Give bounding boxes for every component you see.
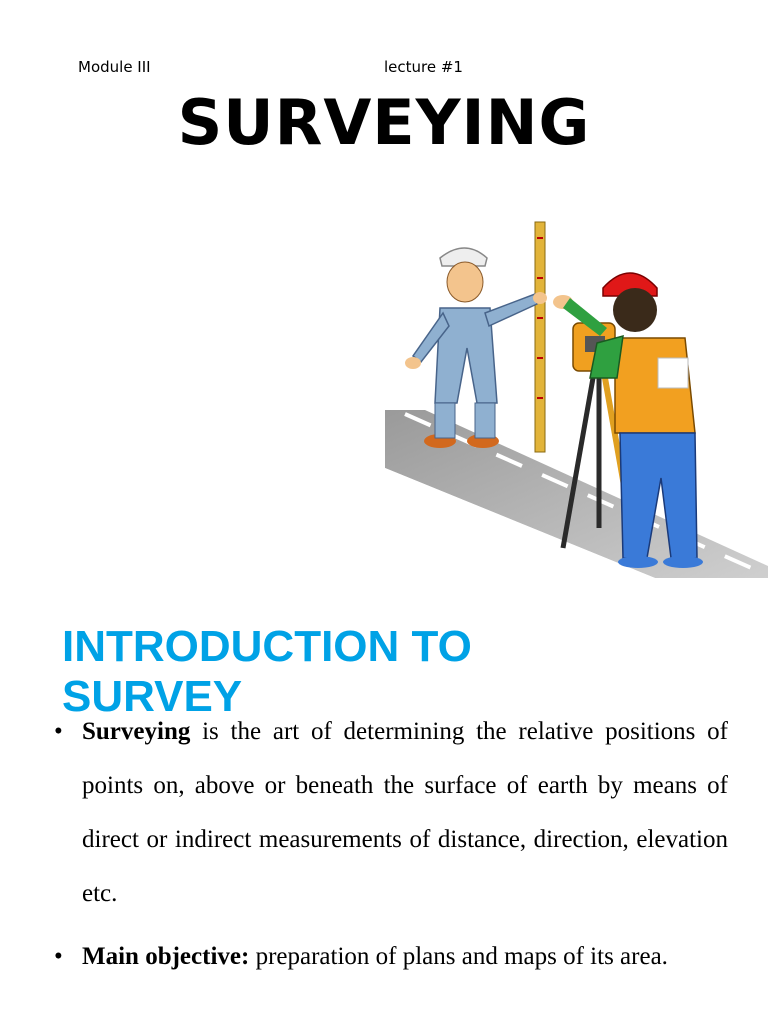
module-label: Module III [78,58,151,76]
lecture-label: lecture #1 [384,58,463,76]
surveyors-cartoon-icon [385,218,768,578]
leveling-staff [535,222,545,452]
section-heading-line1: INTRODUCTION TO [62,622,472,671]
bullet-dot-icon: • [54,943,63,970]
bullet-text: is the art of determining the relative positions of points on, above or beneath the surface of earth by means of direct or indirect measurements of distance, direction, elevation etc. [82,718,728,907]
page-title: SURVEYING [177,86,591,159]
bullet-text: preparation of plans and maps of its area. [249,943,668,970]
bullet-term: Main objective: [82,943,250,970]
bullet-list [52,705,728,983]
bullet-item-definition [52,705,728,921]
bullet-dot-icon: • [54,718,63,745]
section-heading-line2: SURVEY [62,672,243,721]
bullet-term: Surveying [82,718,191,745]
bullet-item-objective [52,931,728,983]
